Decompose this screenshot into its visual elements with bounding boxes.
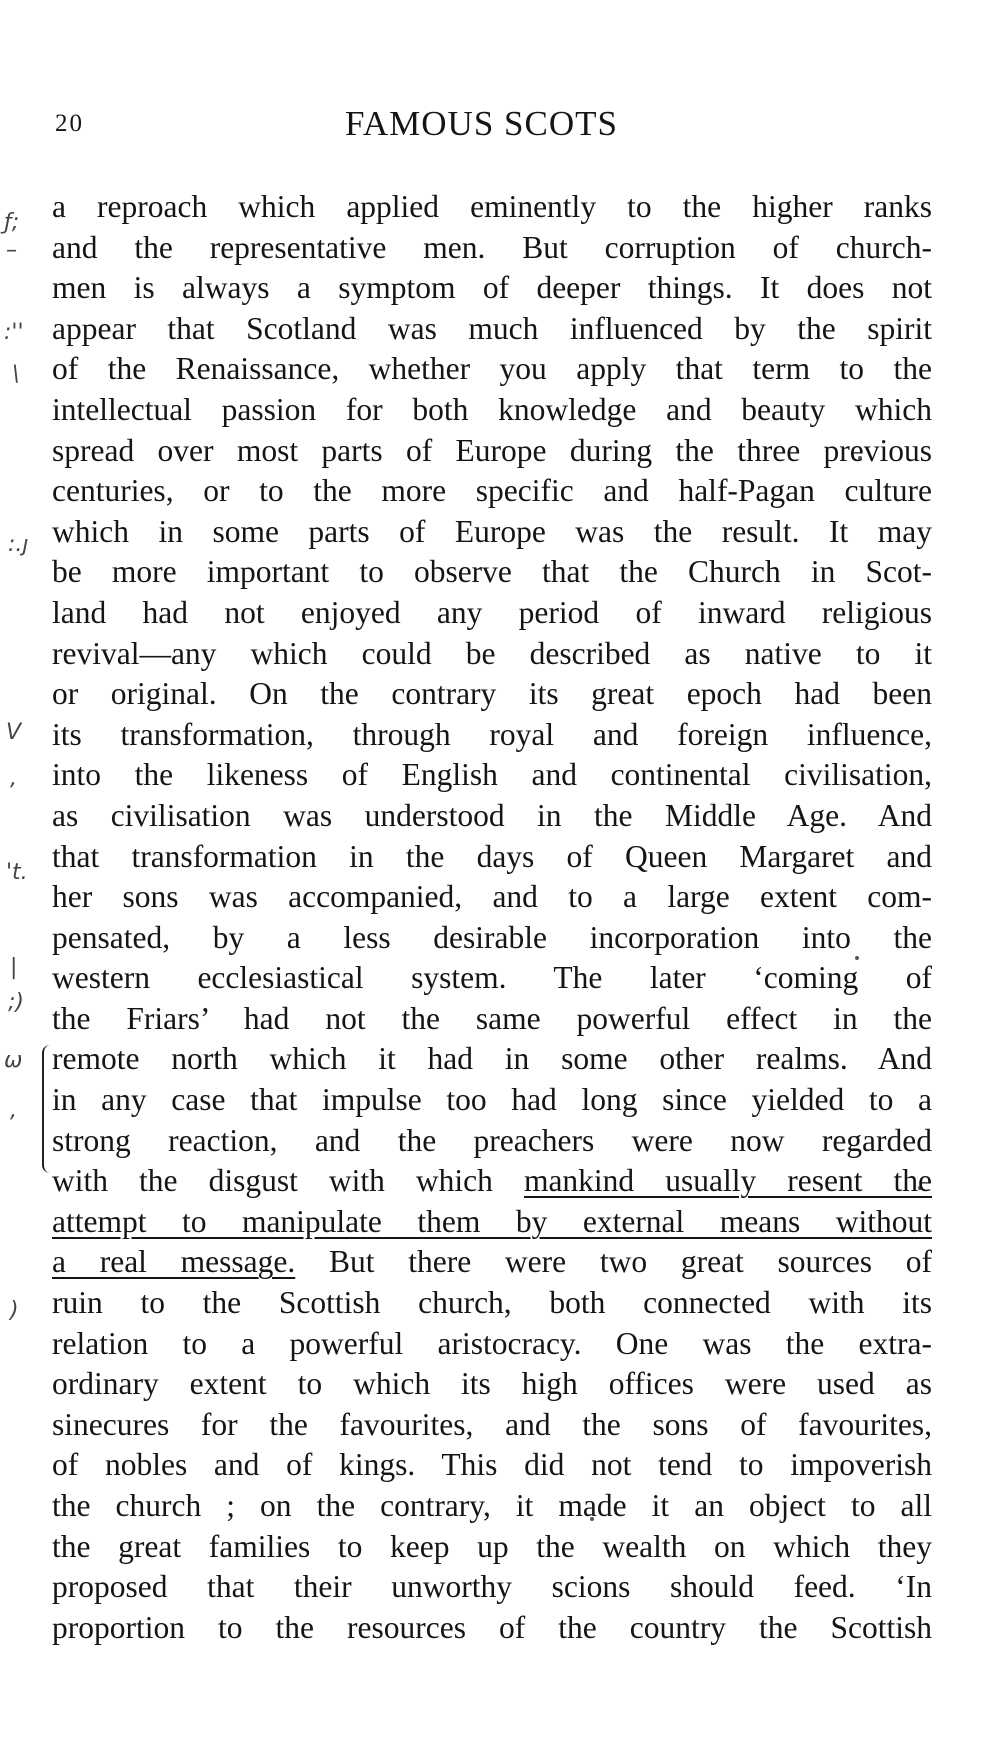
running-head	[55, 104, 940, 154]
text-line: strong reaction, and the preachers were now regarded	[52, 1122, 932, 1158]
underlined-passage: a real message.	[52, 1244, 296, 1280]
plain-text: But there were two great sources of	[295, 1244, 932, 1280]
margin-mark: ;)	[8, 990, 24, 1015]
text-line: intellectual passion for both knowledge and beauty which	[52, 391, 932, 427]
text-line: into the likeness of English and continental civilisation,	[52, 757, 932, 793]
margin-mark: \	[12, 362, 20, 387]
text-line: ordinary extent to which its high offices were used as	[52, 1366, 932, 1402]
text-line-underlined	[52, 1161, 932, 1202]
margin-mark: :''	[4, 320, 24, 345]
text-line: proportion to the resources of the country the Scottish	[52, 1609, 932, 1645]
margin-mark: ,	[10, 1098, 17, 1123]
underlined-passage: mankind usually resent the	[523, 1163, 932, 1199]
text-line: or original. On the contrary its great epoch had been	[52, 676, 932, 712]
text-line: of nobles and of kings. This did not tend to impoverish	[52, 1447, 932, 1483]
text-line: centuries, or to the more specific and half-Pagan culture	[52, 473, 932, 509]
text-line: the Friars’ had not the same powerful effect in the	[52, 1000, 932, 1036]
margin-mark: ,	[10, 766, 17, 791]
margin-mark: |	[10, 955, 18, 980]
text-line: land had not enjoyed any period of inward religious	[52, 594, 932, 630]
text-line: revival—any which could be described as native to it	[52, 635, 932, 671]
text-line: remote north which it had in some other realms. And	[52, 1041, 932, 1077]
text-line-underlined	[52, 1202, 932, 1243]
margin-mark: V	[6, 720, 22, 745]
margin-mark: )	[10, 1298, 19, 1323]
text-line: sinecures for the favourites, and the sons of favourites,	[52, 1406, 932, 1442]
text-line: that transformation in the days of Queen Margaret and	[52, 838, 932, 874]
text-line: her sons was accompanied, and to a large extent com-	[52, 879, 932, 915]
margin-annotations	[0, 0, 60, 1751]
margin-mark: –	[6, 238, 17, 263]
page-title: FAMOUS SCOTS	[345, 104, 618, 143]
text-line: the church ; on the contrary, it made it an object to all	[52, 1488, 932, 1523]
text-line: men is always a symptom of deeper things. It does not	[52, 270, 932, 306]
text-line: and the representative men. But corruption of church-	[52, 229, 932, 265]
text-line: its transformation, through royal and foreign influence,	[52, 716, 932, 752]
page-number: 20	[55, 110, 84, 137]
text-line: which in some parts of Europe was the result. It may	[52, 513, 932, 549]
text-line: the great families to keep up the wealth on which they	[52, 1528, 932, 1564]
text-line: in any case that impulse too had long since yielded to a	[52, 1082, 932, 1118]
margin-mark: ω	[4, 1048, 23, 1073]
body-text	[52, 187, 932, 1648]
text-line: a reproach which applied eminently to the higher ranks	[52, 189, 932, 224]
margin-mark: :.ȷ	[8, 532, 29, 557]
text-line: of the Renaissance, whether you apply that term to the	[52, 351, 932, 387]
text-line: western ecclesiastical system. The later ‘coming of	[52, 960, 932, 996]
text-line: ruin to the Scottish church, both connected with its	[52, 1285, 932, 1321]
text-line: be more important to observe that the Church in Scot-	[52, 554, 932, 590]
plain-text: with the disgust with which	[52, 1163, 524, 1199]
margin-mark: 't.	[6, 860, 28, 885]
margin-mark: ƒ;	[4, 210, 20, 235]
text-line: relation to a powerful aristocracy. One was the extra-	[52, 1325, 932, 1361]
text-line: as civilisation was understood in the Middle Age. And	[52, 797, 932, 833]
text-line-underlined	[52, 1242, 932, 1283]
underlined-passage: attempt to manipulate them by external means without	[52, 1203, 932, 1239]
text-line: pensated, by a less desirable incorporation into the	[52, 919, 932, 955]
text-line: proposed that their unworthy scions should feed. ‘In	[52, 1569, 932, 1605]
text-line: spread over most parts of Europe during the three previous	[52, 432, 932, 468]
text-line: appear that Scotland was much influenced by the spirit	[52, 310, 932, 346]
